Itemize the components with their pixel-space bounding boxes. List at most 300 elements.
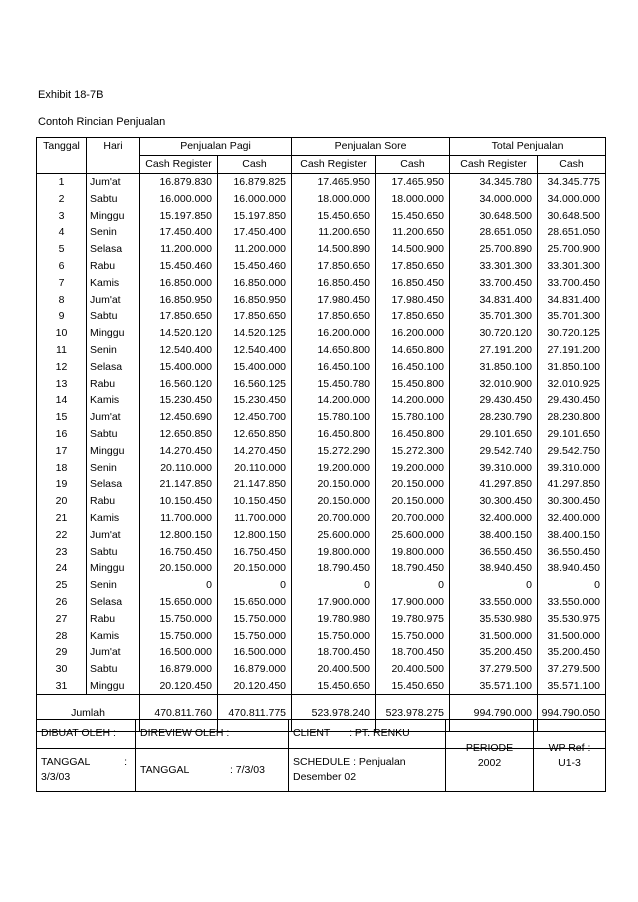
pagi-cash-cell: 15.650.000 (218, 594, 292, 611)
pagi-cash-register-cell: 17.450.400 (140, 224, 218, 241)
table-row (37, 426, 606, 443)
pagi-cash-register-cell: 16.879.000 (140, 661, 218, 678)
total-cash-cell: 35.530.975 (538, 610, 606, 627)
total-cash-cell: 30.720.125 (538, 325, 606, 342)
day-number-cell: 7 (37, 274, 87, 291)
day-name-cell: Jum'at (87, 291, 140, 308)
sore-cash-cell: 20.700.000 (376, 510, 450, 527)
period-cell (446, 720, 534, 792)
table-row (37, 627, 606, 644)
sore-cash-register-cell: 20.400.500 (292, 661, 376, 678)
day-number-cell: 20 (37, 493, 87, 510)
header-row-groups (37, 138, 606, 156)
table-row (37, 291, 606, 308)
col-header-hari: Hari (87, 138, 140, 174)
total-cash-register-cell: 35.200.450 (450, 644, 538, 661)
total-cash-register-cell: 25.700.890 (450, 241, 538, 258)
client-cell (289, 720, 446, 792)
pagi-cash-cell: 16.000.000 (218, 190, 292, 207)
sore-cash-cell: 16.450.100 (376, 358, 450, 375)
sore-cash-cell: 15.750.000 (376, 627, 450, 644)
sore-cash-cell: 20.400.500 (376, 661, 450, 678)
total-cash-register-cell: 38.940.450 (450, 560, 538, 577)
prepared-date-value: 3/3/03 (41, 771, 71, 783)
total-pagi-cash-register: 470.811.760 (140, 695, 218, 732)
total-cash-register-cell: 33.301.300 (450, 258, 538, 275)
sore-cash-register-cell: 11.200.650 (292, 224, 376, 241)
total-cash-cell: 30.648.500 (538, 207, 606, 224)
day-number-cell: 6 (37, 258, 87, 275)
document-subtitle: Contoh Rincian Penjualan (38, 116, 166, 128)
sore-cash-register-cell: 17.900.000 (292, 594, 376, 611)
pagi-cash-cell: 12.450.700 (218, 409, 292, 426)
sore-cash-register-cell: 19.780.980 (292, 610, 376, 627)
wp-ref-cell (534, 720, 606, 792)
pagi-cash-cell: 14.520.125 (218, 325, 292, 342)
table-row (37, 594, 606, 611)
total-cash-cell: 41.297.850 (538, 476, 606, 493)
pagi-cash-register-cell: 15.230.450 (140, 392, 218, 409)
sub-header-cash: Cash (376, 155, 450, 173)
wp-ref-value: U1-3 (558, 756, 581, 769)
sore-cash-cell: 15.780.100 (376, 409, 450, 426)
sore-cash-register-cell: 20.700.000 (292, 510, 376, 527)
total-cash-register-cell: 35.701.300 (450, 308, 538, 325)
day-name-cell: Selasa (87, 358, 140, 375)
signoff-table (36, 719, 606, 792)
pagi-cash-register-cell: 12.540.400 (140, 342, 218, 359)
pagi-cash-cell: 21.147.850 (218, 476, 292, 493)
total-cash-register-cell: 28.230.790 (450, 409, 538, 426)
table-row (37, 610, 606, 627)
sore-cash-register-cell: 20.150.000 (292, 493, 376, 510)
sore-cash-cell: 18.700.450 (376, 644, 450, 661)
day-number-cell: 29 (37, 644, 87, 661)
total-cash-cell: 34.000.000 (538, 190, 606, 207)
total-cash-register-cell: 41.297.850 (450, 476, 538, 493)
day-number-cell: 23 (37, 543, 87, 560)
day-number-cell: 17 (37, 442, 87, 459)
day-name-cell: Rabu (87, 258, 140, 275)
day-number-cell: 5 (37, 241, 87, 258)
sore-cash-register-cell: 17.980.450 (292, 291, 376, 308)
total-cash-cell: 31.850.100 (538, 358, 606, 375)
pagi-cash-register-cell: 15.750.000 (140, 627, 218, 644)
day-name-cell: Kamis (87, 274, 140, 291)
sore-cash-cell: 19.800.000 (376, 543, 450, 560)
total-cash-cell: 35.571.100 (538, 678, 606, 695)
pagi-cash-register-cell: 12.650.850 (140, 426, 218, 443)
col-header-tanggal: Tanggal (37, 138, 87, 174)
sore-cash-register-cell: 17.465.950 (292, 173, 376, 190)
pagi-cash-register-cell: 11.700.000 (140, 510, 218, 527)
group-header-pagi: Penjualan Pagi (140, 138, 292, 156)
total-cash-register-cell: 30.720.120 (450, 325, 538, 342)
table-row (37, 543, 606, 560)
pagi-cash-cell: 12.800.150 (218, 526, 292, 543)
day-name-cell: Minggu (87, 560, 140, 577)
day-name-cell: Senin (87, 459, 140, 476)
pagi-cash-register-cell: 16.879.830 (140, 173, 218, 190)
total-cash-register-cell: 0 (450, 577, 538, 594)
day-number-cell: 19 (37, 476, 87, 493)
table-row (37, 375, 606, 392)
day-number-cell: 31 (37, 678, 87, 695)
table-row (37, 560, 606, 577)
total-sore-cash-register: 523.978.240 (292, 695, 376, 732)
total-cash-register-cell: 34.000.000 (450, 190, 538, 207)
total-cash-register-cell: 29.430.450 (450, 392, 538, 409)
sore-cash-register-cell: 17.850.650 (292, 258, 376, 275)
reviewed-by-cell (136, 720, 289, 792)
sore-cash-cell: 14.500.900 (376, 241, 450, 258)
sore-cash-cell: 11.200.650 (376, 224, 450, 241)
sales-detail-table (36, 137, 606, 749)
total-sore-cash: 523.978.275 (376, 695, 450, 732)
day-name-cell: Kamis (87, 392, 140, 409)
pagi-cash-register-cell: 0 (140, 577, 218, 594)
total-cash-register-cell: 30.648.500 (450, 207, 538, 224)
pagi-cash-register-cell: 17.850.650 (140, 308, 218, 325)
sore-cash-cell: 18.000.000 (376, 190, 450, 207)
table-row (37, 493, 606, 510)
reviewed-by-label: DIREVIEW OLEH : (140, 727, 230, 739)
prepared-date (41, 755, 131, 770)
day-name-cell: Sabtu (87, 426, 140, 443)
sore-cash-cell: 19.200.000 (376, 459, 450, 476)
total-cash-cell: 35.200.450 (538, 644, 606, 661)
table-row (37, 308, 606, 325)
prepared-by-cell (37, 720, 136, 792)
pagi-cash-register-cell: 21.147.850 (140, 476, 218, 493)
total-pagi-cash: 470.811.775 (218, 695, 292, 732)
total-cash-cell: 32.400.000 (538, 510, 606, 527)
day-name-cell: Jum'at (87, 526, 140, 543)
sore-cash-cell: 20.150.000 (376, 493, 450, 510)
day-name-cell: Sabtu (87, 661, 140, 678)
total-cash-cell: 29.430.450 (538, 392, 606, 409)
pagi-cash-register-cell: 16.750.450 (140, 543, 218, 560)
total-cash-register-cell: 30.300.450 (450, 493, 538, 510)
sub-header-cash-register: Cash Register (140, 155, 218, 173)
pagi-cash-register-cell: 16.850.950 (140, 291, 218, 308)
total-cash-cell: 31.500.000 (538, 627, 606, 644)
table-row (37, 661, 606, 678)
day-name-cell: Sabtu (87, 543, 140, 560)
period-label: PERIODE (465, 741, 514, 754)
pagi-cash-register-cell: 14.520.120 (140, 325, 218, 342)
total-cash-register-cell: 35.530.980 (450, 610, 538, 627)
day-number-cell: 21 (37, 510, 87, 527)
table-row (37, 644, 606, 661)
day-name-cell: Senin (87, 577, 140, 594)
day-number-cell: 16 (37, 426, 87, 443)
table-row (37, 459, 606, 476)
sore-cash-register-cell: 15.780.100 (292, 409, 376, 426)
total-cash-cell: 34.345.775 (538, 173, 606, 190)
sore-cash-cell: 15.450.650 (376, 207, 450, 224)
total-cash-register-cell: 34.831.400 (450, 291, 538, 308)
period-value: 2002 (477, 756, 502, 769)
table-row (37, 510, 606, 527)
total-cash-register-cell: 35.571.100 (450, 678, 538, 695)
day-number-cell: 2 (37, 190, 87, 207)
sore-cash-register-cell: 16.450.100 (292, 358, 376, 375)
day-name-cell: Minggu (87, 678, 140, 695)
pagi-cash-cell: 16.500.000 (218, 644, 292, 661)
total-cash-cell: 25.700.900 (538, 241, 606, 258)
group-header-sore: Penjualan Sore (292, 138, 450, 156)
exhibit-label: Exhibit 18-7B (38, 89, 104, 101)
pagi-cash-cell: 14.270.450 (218, 442, 292, 459)
total-cash-cell: 34.831.400 (538, 291, 606, 308)
total-cash-cell: 38.400.150 (538, 526, 606, 543)
sore-cash-register-cell: 15.272.290 (292, 442, 376, 459)
day-name-cell: Minggu (87, 442, 140, 459)
total-cash-register-cell: 32.400.000 (450, 510, 538, 527)
table-row (37, 442, 606, 459)
pagi-cash-cell: 12.540.400 (218, 342, 292, 359)
day-number-cell: 3 (37, 207, 87, 224)
pagi-cash-cell: 20.120.450 (218, 678, 292, 695)
total-cash-cell: 29.101.650 (538, 426, 606, 443)
pagi-cash-cell: 0 (218, 577, 292, 594)
sore-cash-register-cell: 19.200.000 (292, 459, 376, 476)
day-number-cell: 8 (37, 291, 87, 308)
total-cash-cell: 36.550.450 (538, 543, 606, 560)
pagi-cash-cell: 17.850.650 (218, 308, 292, 325)
reviewed-date-label: TANGGAL (140, 764, 190, 776)
sore-cash-cell: 14.200.000 (376, 392, 450, 409)
total-cash-cell: 39.310.000 (538, 459, 606, 476)
sore-cash-cell: 15.450.800 (376, 375, 450, 392)
sore-cash-register-cell: 14.500.890 (292, 241, 376, 258)
sore-cash-cell: 0 (376, 577, 450, 594)
pagi-cash-cell: 15.450.460 (218, 258, 292, 275)
day-name-cell: Minggu (87, 207, 140, 224)
day-name-cell: Kamis (87, 510, 140, 527)
pagi-cash-cell: 15.750.000 (218, 627, 292, 644)
sore-cash-cell: 17.850.650 (376, 258, 450, 275)
sore-cash-register-cell: 0 (292, 577, 376, 594)
table-row (37, 325, 606, 342)
sore-cash-register-cell: 15.750.000 (292, 627, 376, 644)
client-value: : PT. RENKU (349, 727, 410, 739)
reviewed-date-value: : 7/3/03 (229, 764, 265, 776)
sub-header-cash-register: Cash Register (450, 155, 538, 173)
day-number-cell: 28 (37, 627, 87, 644)
day-name-cell: Kamis (87, 627, 140, 644)
sore-cash-cell: 17.850.650 (376, 308, 450, 325)
client-label: CLIENT (293, 727, 331, 739)
pagi-cash-cell: 20.150.000 (218, 560, 292, 577)
total-cash-register-cell: 34.345.780 (450, 173, 538, 190)
sore-cash-register-cell: 17.850.650 (292, 308, 376, 325)
sore-cash-register-cell: 16.850.450 (292, 274, 376, 291)
pagi-cash-register-cell: 15.400.000 (140, 358, 218, 375)
sore-cash-cell: 16.200.000 (376, 325, 450, 342)
sore-cash-register-cell: 19.800.000 (292, 543, 376, 560)
day-name-cell: Selasa (87, 476, 140, 493)
day-name-cell: Selasa (87, 594, 140, 611)
sore-cash-register-cell: 16.450.800 (292, 426, 376, 443)
total-cash-cell: 32.010.925 (538, 375, 606, 392)
pagi-cash-register-cell: 16.560.120 (140, 375, 218, 392)
total-label: Jumlah (37, 695, 140, 732)
pagi-cash-register-cell: 12.450.690 (140, 409, 218, 426)
table-row (37, 342, 606, 359)
day-number-cell: 30 (37, 661, 87, 678)
table-row (37, 258, 606, 275)
day-name-cell: Jum'at (87, 173, 140, 190)
total-cash-cell: 35.701.300 (538, 308, 606, 325)
sore-cash-cell: 18.790.450 (376, 560, 450, 577)
sore-cash-register-cell: 18.790.450 (292, 560, 376, 577)
total-cash-register-cell: 28.651.050 (450, 224, 538, 241)
table-row (37, 577, 606, 594)
pagi-cash-cell: 16.850.000 (218, 274, 292, 291)
total-cash-cell: 33.550.000 (538, 594, 606, 611)
pagi-cash-cell: 16.850.950 (218, 291, 292, 308)
pagi-cash-register-cell: 20.120.450 (140, 678, 218, 695)
total-cash-cell: 30.300.450 (538, 493, 606, 510)
day-number-cell: 15 (37, 409, 87, 426)
day-number-cell: 13 (37, 375, 87, 392)
total-cash-register-cell: 33.700.450 (450, 274, 538, 291)
table-body (37, 173, 606, 695)
sore-cash-register-cell: 20.150.000 (292, 476, 376, 493)
day-number-cell: 12 (37, 358, 87, 375)
sore-cash-register-cell: 18.000.000 (292, 190, 376, 207)
total-cash-register-cell: 32.010.900 (450, 375, 538, 392)
day-number-cell: 1 (37, 173, 87, 190)
pagi-cash-cell: 15.197.850 (218, 207, 292, 224)
sore-cash-register-cell: 15.450.650 (292, 678, 376, 695)
sore-cash-register-cell: 15.450.650 (292, 207, 376, 224)
sore-cash-register-cell: 25.600.000 (292, 526, 376, 543)
sore-cash-cell: 17.465.950 (376, 173, 450, 190)
day-name-cell: Minggu (87, 325, 140, 342)
day-name-cell: Selasa (87, 241, 140, 258)
day-name-cell: Rabu (87, 493, 140, 510)
sore-cash-cell: 25.600.000 (376, 526, 450, 543)
pagi-cash-register-cell: 15.650.000 (140, 594, 218, 611)
table-row (37, 476, 606, 493)
day-name-cell: Senin (87, 342, 140, 359)
total-cash-register-cell: 31.500.000 (450, 627, 538, 644)
total-cash-cell: 38.940.450 (538, 560, 606, 577)
day-number-cell: 4 (37, 224, 87, 241)
pagi-cash-register-cell: 16.850.000 (140, 274, 218, 291)
total-all-cash-register: 994.790.000 (450, 695, 538, 732)
sore-cash-cell: 16.450.800 (376, 426, 450, 443)
total-cash-register-cell: 33.550.000 (450, 594, 538, 611)
sore-cash-cell: 19.780.975 (376, 610, 450, 627)
table-row (37, 190, 606, 207)
group-header-total: Total Penjualan (450, 138, 606, 156)
pagi-cash-register-cell: 14.270.450 (140, 442, 218, 459)
table-row (37, 207, 606, 224)
sub-header-cash-register: Cash Register (292, 155, 376, 173)
pagi-cash-register-cell: 15.450.460 (140, 258, 218, 275)
table-row (37, 409, 606, 426)
pagi-cash-cell: 20.110.000 (218, 459, 292, 476)
pagi-cash-cell: 16.879.000 (218, 661, 292, 678)
sore-cash-cell: 14.650.800 (376, 342, 450, 359)
schedule-label: SCHEDULE : Penjualan (293, 756, 406, 768)
pagi-cash-register-cell: 15.197.850 (140, 207, 218, 224)
pagi-cash-register-cell: 20.150.000 (140, 560, 218, 577)
total-cash-cell: 28.651.050 (538, 224, 606, 241)
total-cash-cell: 37.279.500 (538, 661, 606, 678)
total-cash-register-cell: 27.191.200 (450, 342, 538, 359)
total-cash-cell: 0 (538, 577, 606, 594)
pagi-cash-cell: 15.400.000 (218, 358, 292, 375)
pagi-cash-cell: 16.879.825 (218, 173, 292, 190)
sore-cash-register-cell: 14.200.000 (292, 392, 376, 409)
prepared-date-colon: : (124, 756, 127, 768)
table-row (37, 173, 606, 190)
pagi-cash-cell: 16.560.125 (218, 375, 292, 392)
client-line (293, 726, 441, 741)
pagi-cash-cell: 11.200.000 (218, 241, 292, 258)
table-row (37, 678, 606, 695)
pagi-cash-cell: 10.150.450 (218, 493, 292, 510)
pagi-cash-cell: 15.750.000 (218, 610, 292, 627)
total-all-cash: 994.790.050 (538, 695, 606, 732)
total-cash-register-cell: 29.101.650 (450, 426, 538, 443)
total-cash-cell: 33.700.450 (538, 274, 606, 291)
table-row (37, 526, 606, 543)
day-name-cell: Jum'at (87, 644, 140, 661)
sore-cash-cell: 17.900.000 (376, 594, 450, 611)
schedule-value: Desember 02 (293, 771, 357, 783)
day-name-cell: Sabtu (87, 190, 140, 207)
total-cash-register-cell: 37.279.500 (450, 661, 538, 678)
pagi-cash-register-cell: 12.800.150 (140, 526, 218, 543)
sore-cash-register-cell: 14.650.800 (292, 342, 376, 359)
day-name-cell: Senin (87, 224, 140, 241)
table-row (37, 392, 606, 409)
day-number-cell: 10 (37, 325, 87, 342)
day-number-cell: 24 (37, 560, 87, 577)
sub-header-cash: Cash (218, 155, 292, 173)
pagi-cash-cell: 16.750.450 (218, 543, 292, 560)
sore-cash-cell: 16.850.450 (376, 274, 450, 291)
total-cash-cell: 28.230.800 (538, 409, 606, 426)
total-cash-cell: 27.191.200 (538, 342, 606, 359)
total-cash-cell: 29.542.750 (538, 442, 606, 459)
day-number-cell: 9 (37, 308, 87, 325)
table-row (37, 274, 606, 291)
total-cash-register-cell: 38.400.150 (450, 526, 538, 543)
pagi-cash-register-cell: 11.200.000 (140, 241, 218, 258)
pagi-cash-register-cell: 20.110.000 (140, 459, 218, 476)
pagi-cash-register-cell: 15.750.000 (140, 610, 218, 627)
day-number-cell: 27 (37, 610, 87, 627)
total-cash-cell: 33.301.300 (538, 258, 606, 275)
day-number-cell: 22 (37, 526, 87, 543)
day-name-cell: Rabu (87, 375, 140, 392)
sore-cash-cell: 17.980.450 (376, 291, 450, 308)
sore-cash-cell: 20.150.000 (376, 476, 450, 493)
day-number-cell: 18 (37, 459, 87, 476)
pagi-cash-cell: 11.700.000 (218, 510, 292, 527)
total-cash-register-cell: 29.542.740 (450, 442, 538, 459)
sore-cash-register-cell: 18.700.450 (292, 644, 376, 661)
table-row (37, 224, 606, 241)
total-cash-register-cell: 36.550.450 (450, 543, 538, 560)
